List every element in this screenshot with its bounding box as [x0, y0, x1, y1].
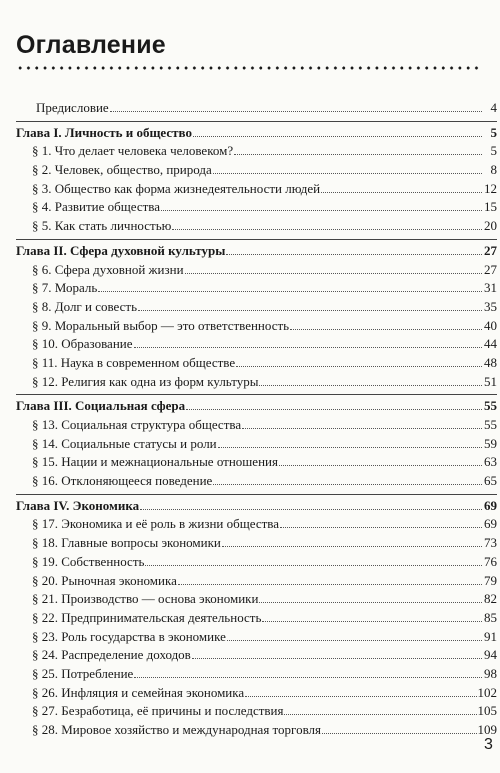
toc-entry-label: § 2. Человек, общество, природа: [32, 162, 212, 178]
toc-section: [16, 198, 497, 217]
dotted-rule: [16, 66, 482, 70]
chapter-divider: [16, 239, 497, 240]
toc-section: [16, 261, 497, 280]
dot-leader: [145, 564, 482, 566]
toc-section: [16, 515, 497, 534]
toc-entry-label: § 19. Собственность: [32, 553, 145, 569]
toc-section: [16, 684, 497, 703]
dot-leader: [178, 583, 482, 585]
dot-leader: [259, 601, 482, 603]
toc-section: [16, 217, 497, 236]
toc-entry-label: § 17. Экономика и её роль в жизни общества: [32, 516, 280, 532]
toc-entry-page: 5: [490, 124, 497, 140]
toc-entry-page: 12: [484, 180, 497, 196]
toc-entry-page: 102: [477, 684, 497, 700]
toc-entry-page: 4: [490, 100, 497, 115]
toc-entry-label: § 14. Социальные статусы и роли: [32, 435, 217, 451]
toc-entry-page: 69: [484, 516, 497, 532]
toc-section: [16, 590, 497, 609]
dot-leader: [284, 713, 476, 715]
toc-section: [16, 161, 497, 180]
toc-chapter: [16, 397, 497, 416]
toc-entry-label: § 5. Как стать личностью: [32, 218, 172, 234]
toc-entry-page: 98: [484, 665, 497, 681]
toc-entry-page: 31: [484, 280, 497, 296]
toc-entry-label: § 21. Производство — основа экономики: [32, 591, 259, 607]
toc-entry-label: § 7. Мораль: [32, 280, 98, 296]
dot-leader: [213, 483, 482, 485]
dot-leader: [242, 427, 482, 429]
toc-entry-label: § 11. Наука в современном обществе: [32, 354, 236, 370]
toc-entry-page: 40: [484, 317, 497, 333]
toc-entry-label: § 18. Главные вопросы экономики: [32, 535, 221, 551]
chapter-divider: [16, 394, 497, 395]
toc-section: [16, 534, 497, 553]
toc-entry-page: 27: [484, 261, 497, 277]
toc-entry-label: § 26. Инфляция и семейная экономика: [32, 684, 245, 700]
toc-entry-label: Предисловие: [36, 100, 109, 115]
toc-entry-page: 51: [484, 373, 497, 389]
dot-leader: [140, 508, 482, 510]
toc-chapter: [16, 124, 497, 143]
toc-entry-page: 73: [484, 535, 497, 551]
dot-leader: [226, 253, 482, 255]
toc-entry-label: § 10. Образование: [32, 336, 133, 352]
toc-entry-page: 20: [484, 218, 497, 234]
toc-entry-label: § 20. Рыночная экономика: [32, 572, 177, 588]
toc-entry-label: § 27. Безработица, её причины и последствия: [32, 703, 284, 719]
dot-leader: [213, 172, 482, 174]
toc-entry-label: Глава IV. Экономика: [16, 497, 140, 513]
page-number: 3: [484, 736, 493, 753]
dot-leader: [322, 732, 477, 734]
toc-section: [16, 416, 497, 435]
toc-entry-label: § 9. Моральный выбор — это ответственность: [32, 317, 290, 333]
toc-preface: [16, 99, 497, 118]
dot-leader: [290, 328, 482, 330]
toc-section: [16, 453, 497, 472]
dot-leader: [110, 110, 482, 112]
toc-entry-page: 59: [484, 435, 497, 451]
dot-leader: [138, 309, 482, 311]
dot-leader: [134, 676, 482, 678]
dot-leader: [222, 545, 482, 547]
dot-leader: [193, 135, 482, 137]
dot-leader: [172, 228, 482, 230]
toc-entry-page: 69: [484, 497, 497, 513]
toc-section: [16, 435, 497, 454]
toc-entry-page: 48: [484, 354, 497, 370]
toc-section: [16, 721, 497, 740]
toc-entry-page: 55: [484, 417, 497, 432]
toc-entry-label: § 16. Отклоняющееся поведение: [32, 473, 213, 489]
toc-entry-label: Глава I. Личность и общество: [16, 124, 192, 140]
toc-entry-label: § 15. Нации и межнациональные отношения: [32, 454, 278, 470]
toc-entry-label: Глава II. Сфера духовной культуры: [16, 242, 226, 258]
toc-entry-label: § 3. Общество как форма жизнедеятельности людей: [32, 180, 321, 196]
toc-section: [16, 180, 497, 199]
toc-section: [16, 354, 497, 373]
toc-entry-page: 55: [484, 398, 497, 414]
toc-entry-page: 63: [484, 454, 497, 470]
toc-entry-page: 15: [484, 199, 497, 215]
toc-entry-label: § 23. Роль государства в экономике: [32, 628, 226, 644]
dot-leader: [280, 526, 482, 528]
toc-entry-label: § 13. Социальная структура общества: [32, 417, 242, 432]
toc-section: [16, 335, 497, 354]
toc-entry-page: 82: [484, 591, 497, 607]
toc-section: [16, 317, 497, 336]
toc-entry-label: § 8. Долг и совесть: [32, 298, 138, 314]
toc-entry-page: 85: [484, 609, 497, 625]
toc-section: [16, 609, 497, 628]
toc-entry-page: 109: [477, 722, 497, 737]
toc-section: [16, 702, 497, 721]
toc-entry-page: 79: [484, 572, 497, 588]
toc-section: [16, 628, 497, 647]
dot-leader: [161, 209, 482, 211]
toc-entry-label: § 25. Потребление: [32, 665, 134, 681]
toc-entry-label: § 28. Мировое хозяйство и международная торговля: [32, 722, 321, 737]
dot-leader: [234, 153, 482, 155]
toc-entry-label: § 24. Распределение доходов: [32, 647, 191, 663]
dot-leader: [192, 657, 482, 659]
dot-leader: [185, 272, 482, 274]
dot-leader: [236, 365, 482, 367]
dot-leader: [245, 695, 476, 697]
toc-entry-label: § 4. Развитие общества: [32, 199, 161, 215]
chapter-divider: [16, 121, 497, 122]
toc-section: [16, 665, 497, 684]
dot-leader: [259, 384, 482, 386]
toc-entry-label: § 12. Религия как одна из форм культуры: [32, 373, 259, 389]
toc-entry-label: Глава III. Социальная сфера: [16, 398, 186, 414]
toc-section: [16, 142, 497, 161]
toc-entry-page: 5: [490, 143, 497, 159]
toc-chapter: [16, 242, 497, 261]
dot-leader: [321, 191, 482, 193]
toc-entry-page: 76: [484, 553, 497, 569]
toc-section: [16, 646, 497, 665]
toc-section: [16, 279, 497, 298]
dot-leader: [98, 290, 482, 292]
toc-entry-page: 91: [484, 628, 497, 644]
toc-entry-label: § 22. Предпринимательская деятельность: [32, 609, 262, 625]
toc-entry-page: 94: [484, 647, 497, 663]
toc-chapter: [16, 497, 497, 516]
toc-entry-page: 105: [477, 703, 497, 719]
toc-section: [16, 572, 497, 591]
toc-entry-page: 44: [484, 336, 497, 352]
toc-section: [16, 373, 497, 392]
dot-leader: [279, 464, 482, 466]
toc-entry-page: 35: [484, 298, 497, 314]
toc-section: [16, 472, 497, 491]
dot-leader: [134, 346, 482, 348]
dot-leader: [218, 446, 482, 448]
page-title: Оглавление: [16, 31, 166, 59]
chapter-divider: [16, 494, 497, 495]
toc-section: [16, 298, 497, 317]
toc-section: [16, 553, 497, 572]
dot-leader: [186, 408, 482, 410]
toc-entry-page: 8: [490, 162, 497, 178]
toc-entry-label: § 1. Что делает человека человеком?: [32, 143, 234, 159]
dot-leader: [227, 639, 482, 641]
toc-entry-label: § 6. Сфера духовной жизни: [32, 261, 184, 277]
table-of-contents: [16, 99, 497, 740]
toc-entry-page: 65: [484, 473, 497, 489]
toc-entry-page: 27: [484, 242, 497, 258]
dot-leader: [262, 620, 482, 622]
